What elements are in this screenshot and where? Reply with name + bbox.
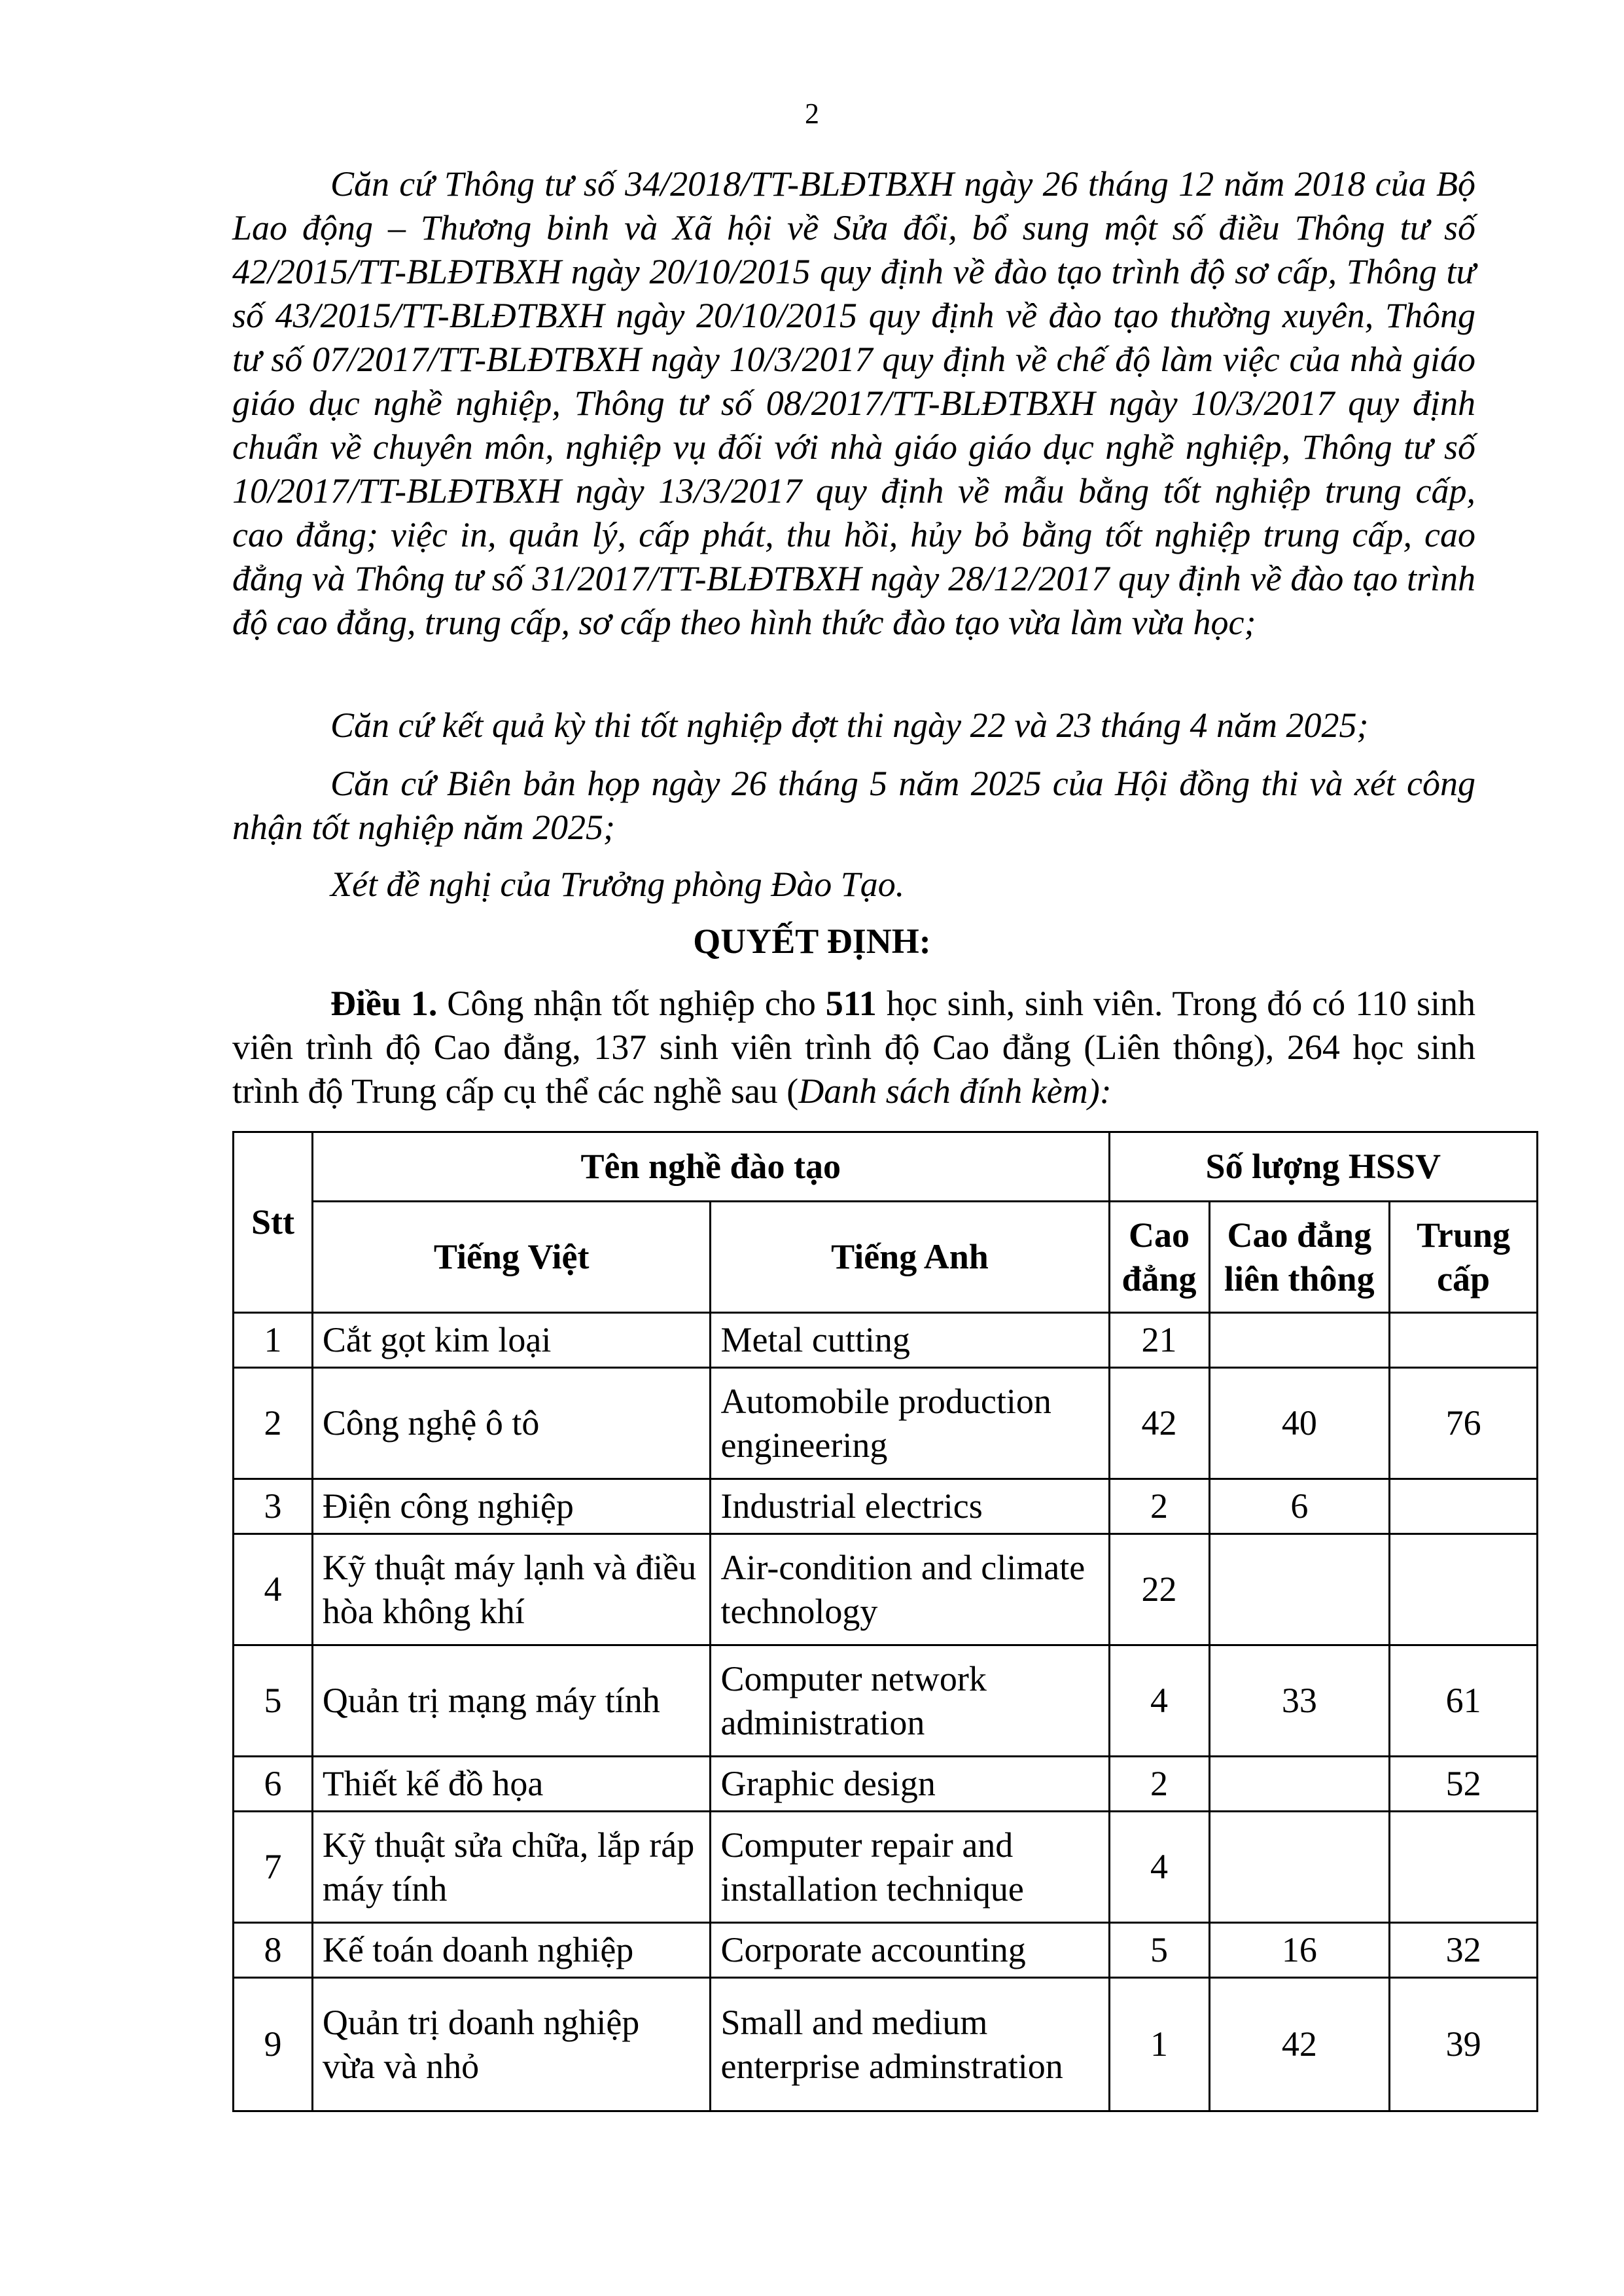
table-row — [234, 1534, 1538, 1645]
row-stt: 6 — [234, 1757, 313, 1812]
table-row — [234, 1368, 1538, 1479]
article-1-label: Điều 1. — [330, 984, 438, 1023]
header-intermediate: Trung cấp — [1390, 1202, 1538, 1313]
row-stt: 1 — [234, 1313, 313, 1368]
decision-heading: QUYẾT ĐỊNH: — [693, 922, 931, 961]
row-occupation-en: Automobile production engineering — [711, 1368, 1109, 1479]
row-stt: 8 — [234, 1923, 313, 1978]
header-student-count: Số lượng HSSV — [1109, 1132, 1537, 1202]
row-college-bridging-count: 40 — [1209, 1368, 1390, 1479]
article-1-text-part1: Công nhận tốt nghiệp cho — [437, 984, 826, 1023]
article-1-attachment-note: Danh sách đính kèm): — [798, 1071, 1112, 1111]
article-1-paragraph — [232, 982, 1475, 1113]
row-college-count: 2 — [1109, 1757, 1209, 1812]
row-occupation-vi: Quản trị doanh nghiệp vừa và nhỏ — [312, 1978, 711, 2111]
row-college-bridging-count: 16 — [1209, 1923, 1390, 1978]
row-college-bridging-count: 6 — [1209, 1479, 1390, 1534]
row-college-bridging-count: 42 — [1209, 1978, 1390, 2111]
row-occupation-vi: Kế toán doanh nghiệp — [312, 1923, 711, 1978]
row-intermediate-count — [1390, 1479, 1538, 1534]
row-college-count: 4 — [1109, 1812, 1209, 1923]
row-occupation-en: Small and medium enterprise adminstration — [711, 1978, 1109, 2111]
row-stt: 2 — [234, 1368, 313, 1479]
row-college-count: 2 — [1109, 1479, 1209, 1534]
row-occupation-vi: Quản trị mạng máy tính — [312, 1645, 711, 1757]
legal-basis-paragraph-proposal: Xét đề nghị của Trưởng phòng Đào Tạo. — [330, 865, 905, 904]
header-english: Tiếng Anh — [711, 1202, 1109, 1313]
table-row — [234, 1313, 1538, 1368]
table-row — [234, 1757, 1538, 1812]
row-college-bridging-count — [1209, 1534, 1390, 1645]
row-occupation-en: Graphic design — [711, 1757, 1109, 1812]
row-college-bridging-count — [1209, 1812, 1390, 1923]
article-1-text-part2: học sinh, sinh viên. Trong đó có 110 sinh viên trình độ Cao đẳng, 137 sinh viên trình độ Cao đẳng (Liên thông), 264 học sinh trình độ Trung cấp cụ thể các nghề sau ( — [232, 984, 1475, 1111]
row-college-bridging-count: 33 — [1209, 1645, 1390, 1757]
row-occupation-en: Air-condition and climate technology — [711, 1534, 1109, 1645]
legal-basis-paragraph-circular-34: Căn cứ Thông tư số 34/2018/TT-BLĐTBXH ngày 26 tháng 12 năm 2018 của Bộ Lao động – Thương binh và Xã hội về Sửa đổi, bổ sung một số điều Thông tư số 42/2015/TT-BLĐTBXH ngày 20/10/2015 quy định về đào tạo trình độ sơ cấp, Thông tư số 43/2015/TT-BLĐTBXH ngày 20/10/2015 quy định về đào tạo thường xuyên, Thông tư số 07/2017/TT-BLĐTBXH ngày 10/3/2017 quy định về chế độ làm việc của nhà giáo giáo dục nghề nghiệp, Thông tư số 08/2017/TT-BLĐTBXH ngày 10/3/2017 quy định chuẩn về chuyên môn, nghiệp vụ đối với nhà giáo giáo dục nghề nghiệp, Thông tư số 10/2017/TT-BLĐTBXH ngày 13/3/2017 quy định về mẫu bằng tốt nghiệp trung cấp, cao đẳng; việc in, quản lý, cấp phát, thu hồi, hủy bỏ bằng tốt nghiệp trung cấp, cao đẳng và Thông tư số 31/2017/TT-BLĐTBXH ngày 28/12/2017 quy định về đào tạo trình độ cao đẳng, trung cấp, sơ cấp theo hình thức đào tạo vừa làm vừa học; — [232, 164, 1475, 642]
row-stt: 9 — [234, 1978, 313, 2111]
legal-basis-paragraph-meeting-minutes: Căn cứ Biên bản họp ngày 26 tháng 5 năm 2025 của Hội đồng thi và xét công nhận tốt nghiệp năm 2025; — [232, 764, 1475, 847]
table-row — [234, 1923, 1538, 1978]
page-number: 2 — [805, 98, 819, 130]
row-intermediate-count: 52 — [1390, 1757, 1538, 1812]
row-occupation-en: Industrial electrics — [711, 1479, 1109, 1534]
row-intermediate-count — [1390, 1812, 1538, 1923]
row-college-count: 21 — [1109, 1313, 1209, 1368]
header-training-occupation: Tên nghề đào tạo — [312, 1132, 1109, 1202]
row-intermediate-count — [1390, 1534, 1538, 1645]
article-1-count: 511 — [825, 984, 877, 1023]
table-row — [234, 1645, 1538, 1757]
graduates-table — [232, 1131, 1538, 2112]
row-college-count: 5 — [1109, 1923, 1209, 1978]
row-college-count: 4 — [1109, 1645, 1209, 1757]
row-intermediate-count: 39 — [1390, 1978, 1538, 2111]
row-occupation-vi: Thiết kế đồ họa — [312, 1757, 711, 1812]
table-row — [234, 1978, 1538, 2111]
row-occupation-vi: Điện công nghiệp — [312, 1479, 711, 1534]
row-intermediate-count — [1390, 1313, 1538, 1368]
table-row — [234, 1479, 1538, 1534]
row-stt: 7 — [234, 1812, 313, 1923]
row-stt: 4 — [234, 1534, 313, 1645]
row-stt: 3 — [234, 1479, 313, 1534]
row-occupation-vi: Cắt gọt kim loại — [312, 1313, 711, 1368]
header-vietnamese: Tiếng Việt — [312, 1202, 711, 1313]
row-occupation-en: Corporate accounting — [711, 1923, 1109, 1978]
table-row — [234, 1812, 1538, 1923]
header-stt: Stt — [234, 1132, 313, 1313]
row-college-count: 42 — [1109, 1368, 1209, 1479]
row-occupation-en: Computer repair and installation technique — [711, 1812, 1109, 1923]
header-college: Cao đẳng — [1109, 1202, 1209, 1313]
row-occupation-vi: Kỹ thuật máy lạnh và điều hòa không khí — [312, 1534, 711, 1645]
legal-basis-paragraph-exam-results: Căn cứ kết quả kỳ thi tốt nghiệp đợt thi ngày 22 và 23 tháng 4 năm 2025; — [330, 706, 1369, 745]
row-college-count: 1 — [1109, 1978, 1209, 2111]
row-stt: 5 — [234, 1645, 313, 1757]
row-intermediate-count: 32 — [1390, 1923, 1538, 1978]
row-occupation-vi: Công nghệ ô tô — [312, 1368, 711, 1479]
row-occupation-en: Metal cutting — [711, 1313, 1109, 1368]
header-college-bridging: Cao đẳng liên thông — [1209, 1202, 1390, 1313]
row-intermediate-count: 76 — [1390, 1368, 1538, 1479]
row-occupation-en: Computer network administration — [711, 1645, 1109, 1757]
row-college-bridging-count — [1209, 1757, 1390, 1812]
row-intermediate-count: 61 — [1390, 1645, 1538, 1757]
row-occupation-vi: Kỹ thuật sửa chữa, lắp ráp máy tính — [312, 1812, 711, 1923]
row-college-bridging-count — [1209, 1313, 1390, 1368]
row-college-count: 22 — [1109, 1534, 1209, 1645]
